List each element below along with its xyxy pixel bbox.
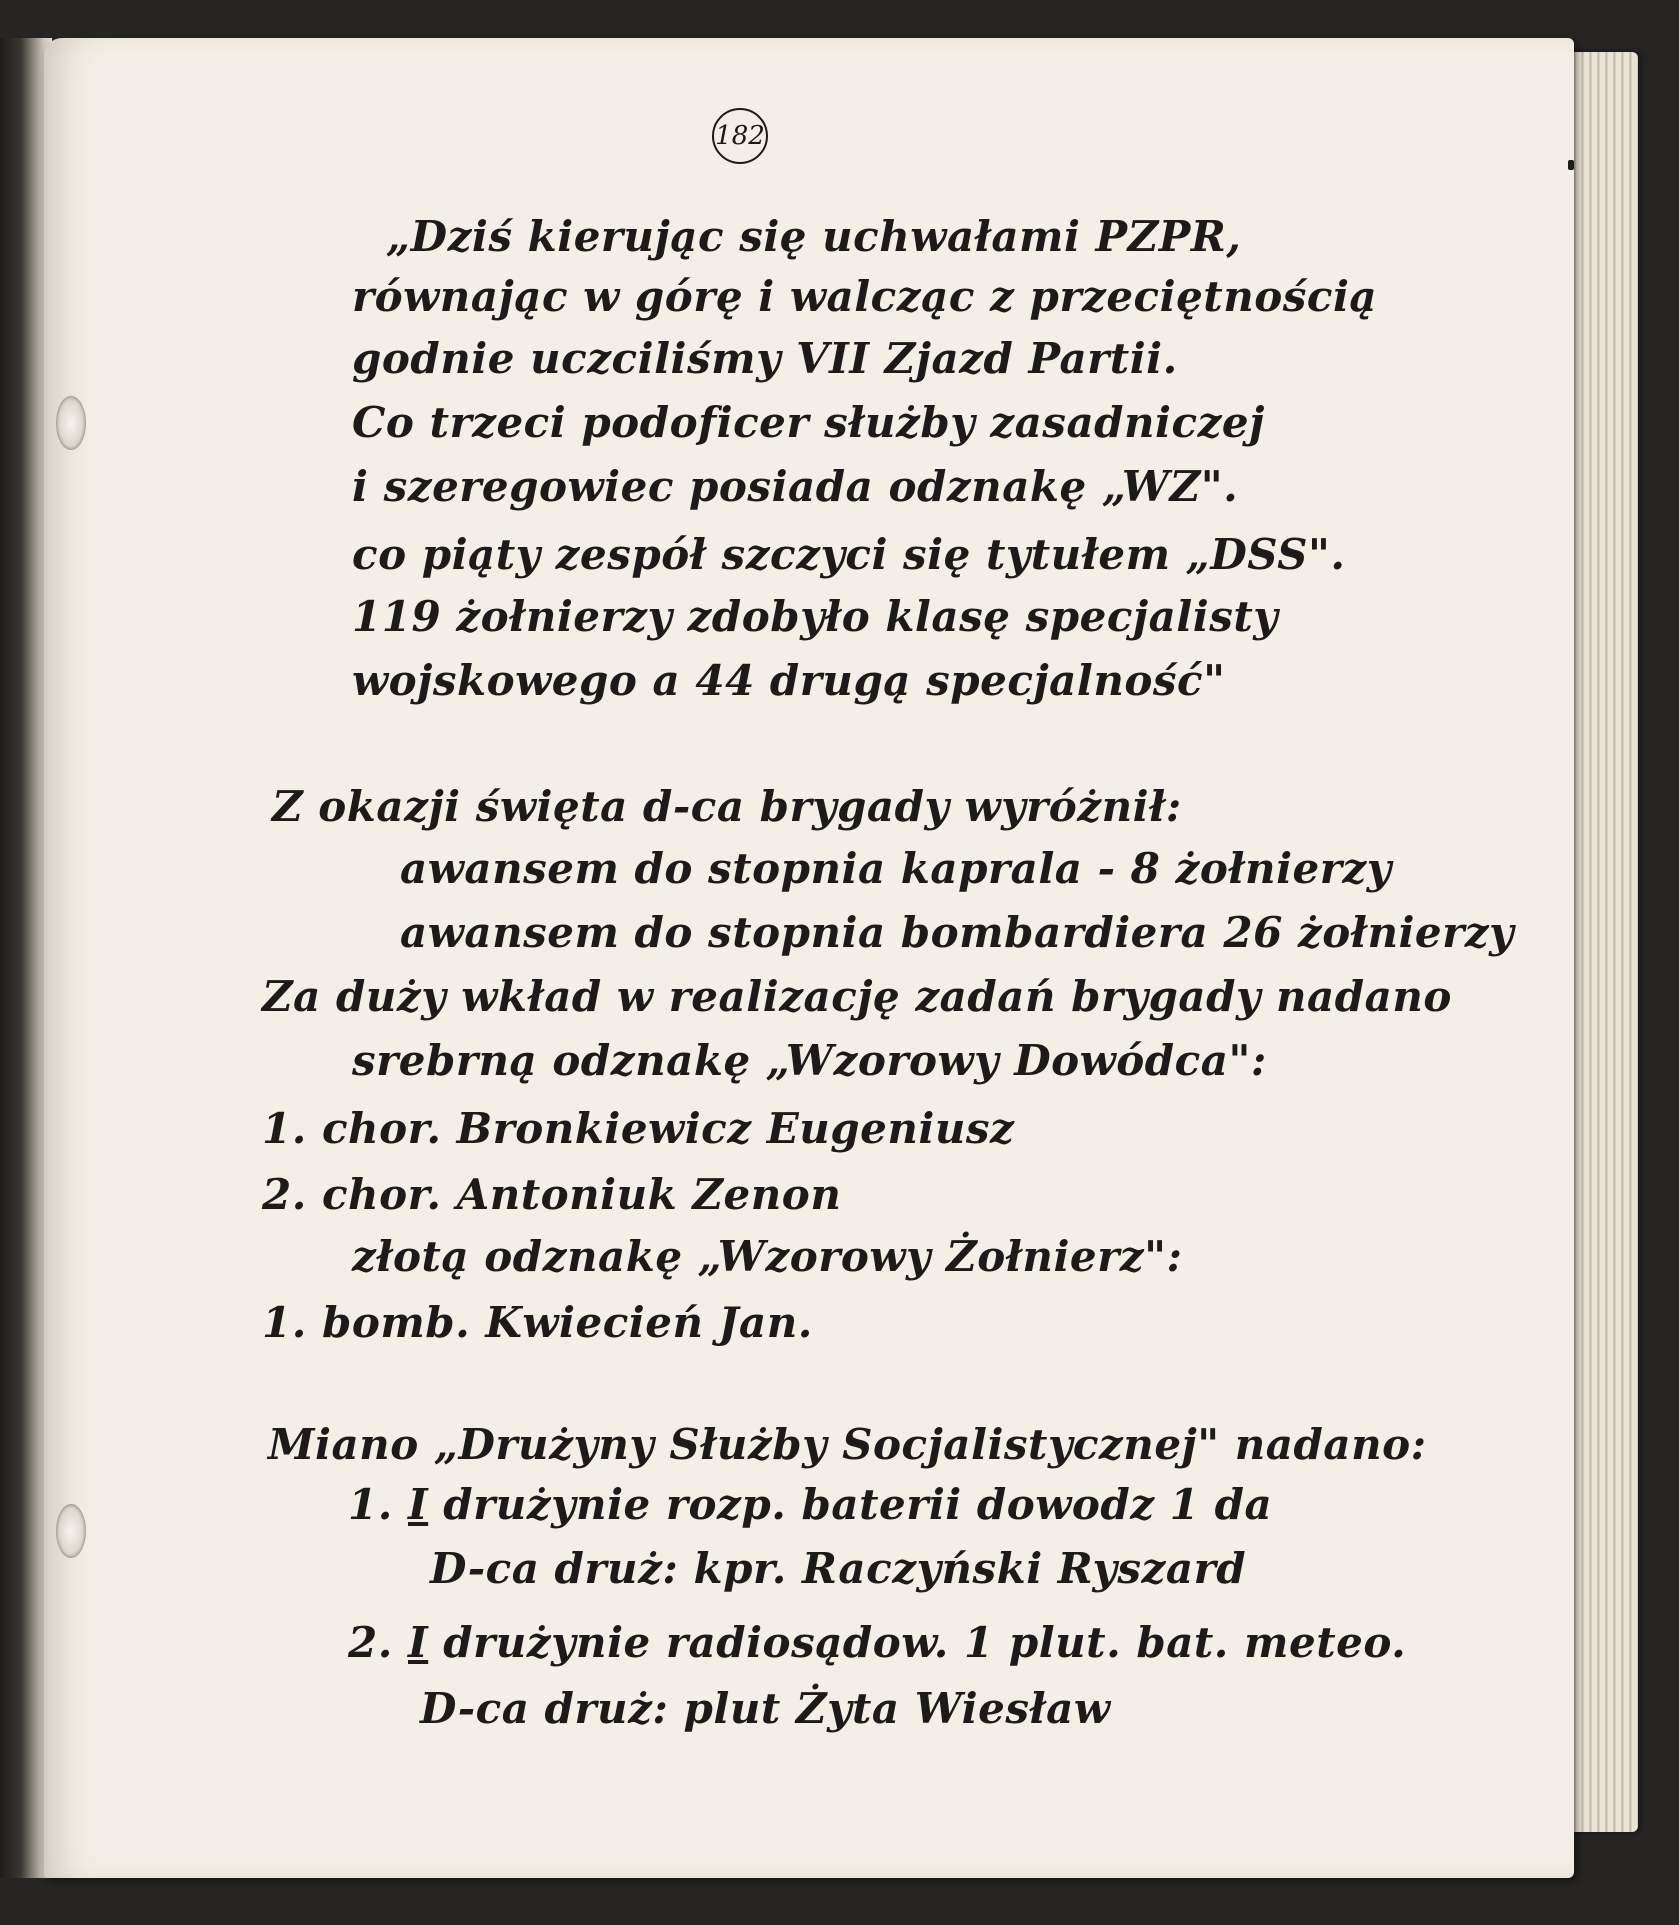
dss-unit-commander: D-ca druż: kpr. Raczyński Ryszard <box>430 1544 1247 1593</box>
quote-line: 119 żołnierzy zdobyło klasę specjalisty <box>352 592 1279 641</box>
quote-line: godnie uczciliśmy VII Zjazd Partii. <box>352 334 1178 383</box>
recipient-item: 2. chor. Antoniuk Zenon <box>262 1170 842 1219</box>
dss-unit <box>348 1618 1406 1667</box>
silver-badge-intro: Za duży wkład w realizację zadań brygady nadano <box>262 972 1452 1021</box>
dss-unit-commander: D-ca druż: plut Żyta Wiesław <box>420 1684 1111 1733</box>
punch-hole-top <box>56 396 86 450</box>
dss-unit-roman: I <box>407 1618 429 1667</box>
recipient-item: 1. bomb. Kwiecień Jan. <box>262 1298 813 1347</box>
quote-line: „Dziś kierując się uchwałami PZPR, <box>386 212 1242 261</box>
quote-line: co piąty zespół szczyci się tytułem „DSS". <box>352 530 1346 579</box>
quote-line: i szeregowiec posiada odznakę „WZ". <box>352 462 1239 511</box>
distinctions-intro: Z okazji święta d-ca brygady wyróżnił: <box>272 782 1182 831</box>
quote-line: wojskowego a 44 drugą specjalność" <box>352 656 1226 705</box>
recipient-item: 1. chor. Bronkiewicz Eugeniusz <box>262 1104 1015 1153</box>
dss-unit-text: drużynie rozp. baterii dowodz 1 da <box>443 1480 1273 1529</box>
ink-dot <box>1568 160 1574 170</box>
page-number: 182 <box>712 108 768 164</box>
dss-unit-text: drużynie radiosądow. 1 plut. bat. meteo. <box>443 1618 1407 1667</box>
dss-intro: Miano „Drużyny Służby Socjalistycznej" nadano: <box>268 1420 1427 1469</box>
gold-badge-intro: złotą odznakę „Wzorowy Żołnierz": <box>352 1232 1183 1281</box>
punch-hole-bottom <box>56 1504 86 1558</box>
distinction-item: awansem do stopnia bombardiera 26 żołnierzy <box>400 908 1515 957</box>
dss-unit <box>348 1480 1272 1529</box>
silver-badge-intro: srebrną odznakę „Wzorowy Dowódca": <box>352 1036 1267 1085</box>
dss-unit-roman: I <box>407 1480 429 1529</box>
distinction-item: awansem do stopnia kaprala - 8 żołnierzy <box>400 844 1392 893</box>
dss-unit-number: 1. <box>348 1480 393 1529</box>
quote-line: Co trzeci podoficer służby zasadniczej <box>352 398 1265 447</box>
dss-unit-number: 2. <box>348 1618 393 1667</box>
quote-line: równając w górę i walcząc z przeciętnością <box>352 272 1378 321</box>
